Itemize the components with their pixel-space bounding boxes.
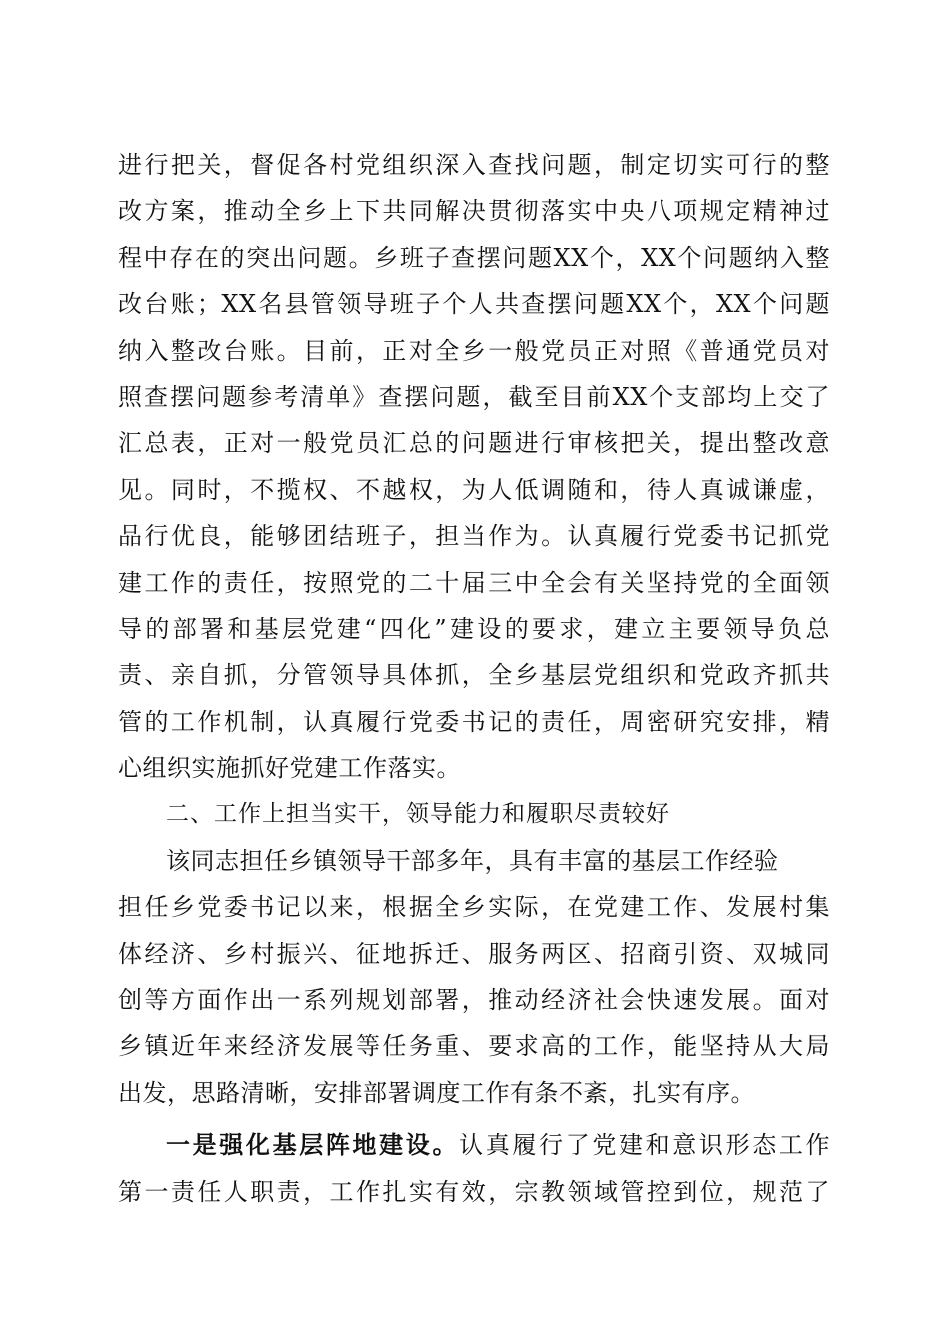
text-line: 纳入整改台账。目前，正对全乡一般党员正对照《普通党员对 (118, 336, 830, 365)
text-line: 体经济、乡村振兴、征地拆迁、服务两区、招商引资、双城同 (118, 939, 830, 968)
text-line: 乡镇近年来经济发展等任务重、要求高的工作，能坚持从大局 (118, 1032, 830, 1061)
text-line: 建工作的责任，按照党的二十届三中全会有关坚持党的全面领 (118, 568, 830, 597)
paragraph-2 (118, 838, 830, 1116)
text-line: 导的部署和基层党建“四化”建设的要求，建立主要领导负总 (118, 614, 830, 643)
text-line: 照查摆问题参考清单》查摆问题，截至目前XX个支部均上交了 (118, 382, 830, 411)
text-line (118, 1122, 830, 1168)
text-line: 品行优良，能够团结班子，担当作为。认真履行党委书记抓党 (118, 522, 830, 551)
text-line: 责、亲自抓，分管领导具体抓，全乡基层党组织和党政齐抓共 (118, 661, 830, 690)
text-line: 见。同时，不揽权、不越权，为人低调随和，待人真诚谦虚， (118, 475, 830, 504)
text-line: 该同志担任乡镇领导干部多年，具有丰富的基层工作经验 (166, 846, 779, 875)
text-span: 认真履行了党建和意识形态工作 (459, 1131, 831, 1160)
section-heading: 二、工作上担当实干，领导能力和履职尽责较好 (166, 801, 670, 828)
text-line: 改方案，推动全乡上下共同解决贯彻落实中央八项规定精神过 (118, 197, 830, 226)
text-line: 汇总表，正对一般党员汇总的问题进行审核把关，提出整改意 (118, 429, 830, 458)
text-line: 改台账；XX名县管领导班子个人共查摆问题XX个，XX个问题 (118, 290, 830, 319)
text-line: 进行把关，督促各村党组织深入查找问题，制定切实可行的整 (118, 151, 830, 179)
text-line: 出发，思路清晰，安排部署调度工作有条不紊，扎实有序。 (118, 1078, 755, 1107)
text-line: 第一责任人职责，工作扎实有效，宗教领域管控到位，规范了 (118, 1177, 830, 1206)
text-line: 担任乡党委书记以来，根据全乡实际，在党建工作、发展村集 (118, 893, 830, 922)
text-line: 程中存在的突出问题。乡班子查摆问题XX个，XX个问题纳入整 (118, 243, 830, 272)
text-line: 心组织实施抓好党建工作落实。 (118, 754, 461, 783)
text-line: 管的工作机制，认真履行党委书记的责任，周密研究安排，精 (118, 707, 830, 736)
paragraph-1 (118, 142, 830, 791)
text-line: 创等方面作出一系列规划部署，推动经济社会快速发展。面对 (118, 986, 830, 1015)
body-text (118, 142, 830, 1215)
bold-lead-phrase: 一是强化基层阵地建设。 (166, 1130, 460, 1160)
paragraph-3 (118, 1122, 830, 1215)
